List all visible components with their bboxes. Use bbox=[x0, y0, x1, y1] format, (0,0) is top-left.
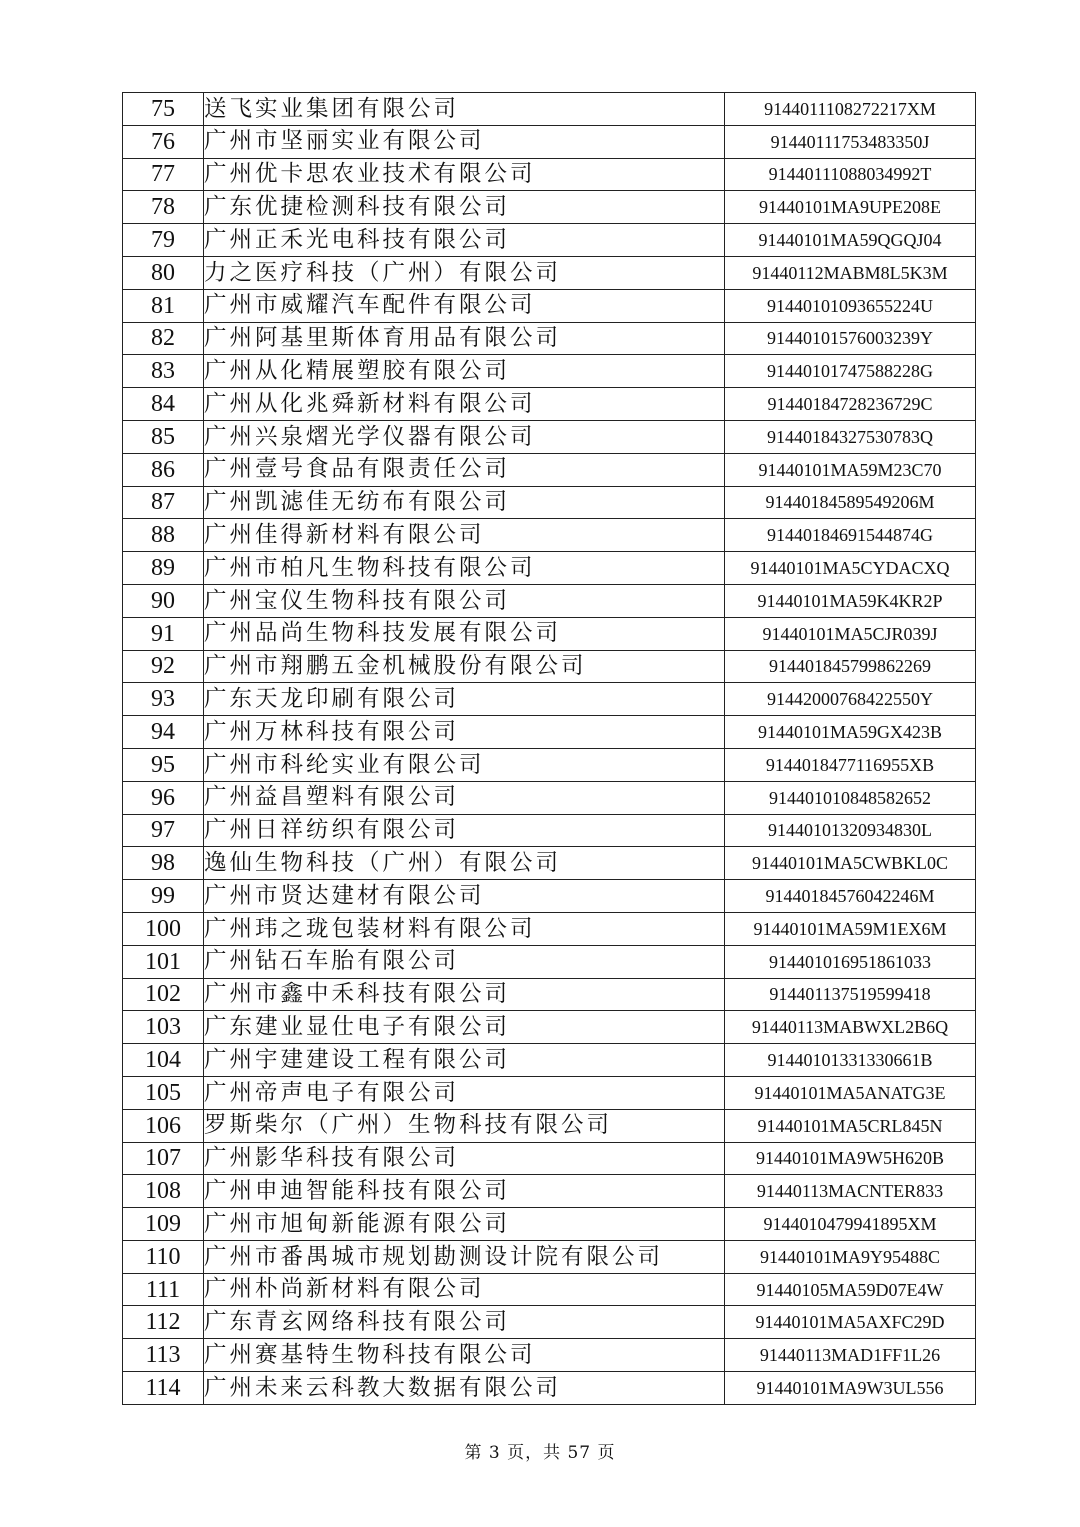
company-name-cell: 广东建业显仕电子有限公司 bbox=[204, 1011, 725, 1044]
table-row bbox=[123, 552, 976, 585]
table-row bbox=[123, 1076, 976, 1109]
company-name-cell: 广州佳得新材料有限公司 bbox=[204, 519, 725, 552]
row-number-cell: 91 bbox=[123, 617, 204, 650]
row-number-cell: 88 bbox=[123, 519, 204, 552]
credit-code-cell: 914401016951861033 bbox=[725, 945, 976, 978]
credit-code-cell: 91440111088034992T bbox=[725, 158, 976, 191]
row-number-cell: 106 bbox=[123, 1109, 204, 1142]
table-row bbox=[123, 224, 976, 257]
row-number-cell: 98 bbox=[123, 847, 204, 880]
row-number-cell: 109 bbox=[123, 1208, 204, 1241]
company-name-cell: 广东优捷检测科技有限公司 bbox=[204, 191, 725, 224]
table-row bbox=[123, 1339, 976, 1372]
credit-code-cell: 91440184728236729C bbox=[725, 388, 976, 421]
credit-code-cell: 91440101MA5CJR039J bbox=[725, 617, 976, 650]
credit-code-cell: 91440101MA59QGQJ04 bbox=[725, 224, 976, 257]
company-name-cell: 广州正禾光电科技有限公司 bbox=[204, 224, 725, 257]
company-name-cell: 广州市柏凡生物科技有限公司 bbox=[204, 552, 725, 585]
credit-code-cell: 91440101MA5ANATG3E bbox=[725, 1076, 976, 1109]
row-number-cell: 89 bbox=[123, 552, 204, 585]
table-row bbox=[123, 388, 976, 421]
row-number-cell: 112 bbox=[123, 1306, 204, 1339]
company-name-cell: 广州市坚丽实业有限公司 bbox=[204, 125, 725, 158]
company-name-cell: 广州市威耀汽车配件有限公司 bbox=[204, 289, 725, 322]
company-name-cell: 广州日祥纺织有限公司 bbox=[204, 814, 725, 847]
table-row bbox=[123, 912, 976, 945]
row-number-cell: 84 bbox=[123, 388, 204, 421]
company-name-cell: 广州赛基特生物科技有限公司 bbox=[204, 1339, 725, 1372]
company-name-cell: 广州益昌塑料有限公司 bbox=[204, 781, 725, 814]
row-number-cell: 96 bbox=[123, 781, 204, 814]
company-name-cell: 广州玮之珑包装材料有限公司 bbox=[204, 912, 725, 945]
table-row bbox=[123, 617, 976, 650]
credit-code-cell: 91440101093655224U bbox=[725, 289, 976, 322]
company-list-table bbox=[122, 92, 976, 1405]
company-name-cell: 广州申迪智能科技有限公司 bbox=[204, 1175, 725, 1208]
credit-code-cell: 91440101MA59M23C70 bbox=[725, 453, 976, 486]
table-row bbox=[123, 1306, 976, 1339]
table-row bbox=[123, 1175, 976, 1208]
credit-code-cell: 91440101MA9UPE208E bbox=[725, 191, 976, 224]
row-number-cell: 107 bbox=[123, 1142, 204, 1175]
row-number-cell: 83 bbox=[123, 355, 204, 388]
credit-code-cell: 91440101MA9Y95488C bbox=[725, 1240, 976, 1273]
company-name-cell: 广州兴泉熠光学仪器有限公司 bbox=[204, 420, 725, 453]
company-name-cell: 广州宇建建设工程有限公司 bbox=[204, 1044, 725, 1077]
table-row bbox=[123, 125, 976, 158]
row-number-cell: 102 bbox=[123, 978, 204, 1011]
table-row bbox=[123, 650, 976, 683]
credit-code-cell: 91440101MA59GX423B bbox=[725, 716, 976, 749]
table-row bbox=[123, 355, 976, 388]
credit-code-cell: 91440101MA9W3UL556 bbox=[725, 1372, 976, 1405]
row-number-cell: 82 bbox=[123, 322, 204, 355]
table-row bbox=[123, 880, 976, 913]
credit-code-cell: 91440101MA9W5H620B bbox=[725, 1142, 976, 1175]
company-name-cell: 广东青玄网络科技有限公司 bbox=[204, 1306, 725, 1339]
credit-code-cell: 914401845799862269 bbox=[725, 650, 976, 683]
page-footer: 第 3 页，共 57 页 bbox=[464, 1443, 616, 1463]
company-name-cell: 广州帝声电子有限公司 bbox=[204, 1076, 725, 1109]
company-name-cell: 广州市鑫中禾科技有限公司 bbox=[204, 978, 725, 1011]
row-number-cell: 85 bbox=[123, 420, 204, 453]
row-number-cell: 78 bbox=[123, 191, 204, 224]
row-number-cell: 108 bbox=[123, 1175, 204, 1208]
table-row bbox=[123, 289, 976, 322]
table-row bbox=[123, 158, 976, 191]
row-number-cell: 76 bbox=[123, 125, 204, 158]
row-number-cell: 93 bbox=[123, 683, 204, 716]
company-name-cell: 广州阿基里斯体育用品有限公司 bbox=[204, 322, 725, 355]
row-number-cell: 94 bbox=[123, 716, 204, 749]
company-name-cell: 广东天龙印刷有限公司 bbox=[204, 683, 725, 716]
company-name-cell: 广州从化兆舜新材料有限公司 bbox=[204, 388, 725, 421]
row-number-cell: 105 bbox=[123, 1076, 204, 1109]
company-name-cell: 广州优卡思农业技术有限公司 bbox=[204, 158, 725, 191]
credit-code-cell: 91440101MA5AXFC29D bbox=[725, 1306, 976, 1339]
credit-code-cell: 91440101MA59K4KR2P bbox=[725, 584, 976, 617]
table-row bbox=[123, 420, 976, 453]
row-number-cell: 87 bbox=[123, 486, 204, 519]
credit-code-cell: 91440105MA59D07E4W bbox=[725, 1273, 976, 1306]
table-row bbox=[123, 1208, 976, 1241]
credit-code-cell: 91440101MA5CWBKL0C bbox=[725, 847, 976, 880]
row-number-cell: 86 bbox=[123, 453, 204, 486]
table-row bbox=[123, 1273, 976, 1306]
credit-code-cell: 9144018477116955XB bbox=[725, 748, 976, 781]
company-list-body bbox=[123, 93, 976, 1405]
credit-code-cell: 91440184576042246M bbox=[725, 880, 976, 913]
row-number-cell: 111 bbox=[123, 1273, 204, 1306]
table-row bbox=[123, 453, 976, 486]
credit-code-cell: 91440112MABM8L5K3M bbox=[725, 256, 976, 289]
table-row bbox=[123, 748, 976, 781]
table-row bbox=[123, 93, 976, 126]
table-row bbox=[123, 1109, 976, 1142]
row-number-cell: 113 bbox=[123, 1339, 204, 1372]
row-number-cell: 79 bbox=[123, 224, 204, 257]
row-number-cell: 97 bbox=[123, 814, 204, 847]
credit-code-cell: 91440101MA5CYDACXQ bbox=[725, 552, 976, 585]
credit-code-cell: 91440184589549206M bbox=[725, 486, 976, 519]
credit-code-cell: 91440101331330661B bbox=[725, 1044, 976, 1077]
credit-code-cell: 91440113MABWXL2B6Q bbox=[725, 1011, 976, 1044]
credit-code-cell: 91440113MACNTER833 bbox=[725, 1175, 976, 1208]
company-name-cell: 广州壹号食品有限责任公司 bbox=[204, 453, 725, 486]
table-row bbox=[123, 322, 976, 355]
row-number-cell: 114 bbox=[123, 1372, 204, 1405]
row-number-cell: 80 bbox=[123, 256, 204, 289]
row-number-cell: 101 bbox=[123, 945, 204, 978]
row-number-cell: 104 bbox=[123, 1044, 204, 1077]
credit-code-cell: 91440101MA59M1EX6M bbox=[725, 912, 976, 945]
credit-code-cell: 91440111753483350J bbox=[725, 125, 976, 158]
row-number-cell: 92 bbox=[123, 650, 204, 683]
table-row bbox=[123, 814, 976, 847]
credit-code-cell: 91440101747588228G bbox=[725, 355, 976, 388]
company-name-cell: 广州影华科技有限公司 bbox=[204, 1142, 725, 1175]
row-number-cell: 90 bbox=[123, 584, 204, 617]
table-row bbox=[123, 486, 976, 519]
company-name-cell: 广州市科纶实业有限公司 bbox=[204, 748, 725, 781]
credit-code-cell: 91440113MAD1FF1L26 bbox=[725, 1339, 976, 1372]
row-number-cell: 77 bbox=[123, 158, 204, 191]
company-name-cell: 广州未来云科教大数据有限公司 bbox=[204, 1372, 725, 1405]
table-row bbox=[123, 945, 976, 978]
row-number-cell: 110 bbox=[123, 1240, 204, 1273]
table-row bbox=[123, 781, 976, 814]
company-name-cell: 广州万林科技有限公司 bbox=[204, 716, 725, 749]
company-name-cell: 罗斯柴尔（广州）生物科技有限公司 bbox=[204, 1109, 725, 1142]
table-row bbox=[123, 191, 976, 224]
company-name-cell: 送飞实业集团有限公司 bbox=[204, 93, 725, 126]
table-row bbox=[123, 519, 976, 552]
company-name-cell: 广州品尚生物科技发展有限公司 bbox=[204, 617, 725, 650]
credit-code-cell: 914401137519599418 bbox=[725, 978, 976, 1011]
row-number-cell: 95 bbox=[123, 748, 204, 781]
company-name-cell: 广州市番禺城市规划勘测设计院有限公司 bbox=[204, 1240, 725, 1273]
company-name-cell: 广州凯滤佳无纺布有限公司 bbox=[204, 486, 725, 519]
credit-code-cell: 9144010479941895XM bbox=[725, 1208, 976, 1241]
table-row bbox=[123, 683, 976, 716]
table-row bbox=[123, 978, 976, 1011]
row-number-cell: 81 bbox=[123, 289, 204, 322]
company-name-cell: 广州钻石车胎有限公司 bbox=[204, 945, 725, 978]
table-row bbox=[123, 584, 976, 617]
credit-code-cell: 91440184327530783Q bbox=[725, 420, 976, 453]
credit-code-cell: 91440101576003239Y bbox=[725, 322, 976, 355]
company-name-cell: 广州市翔鹏五金机械股份有限公司 bbox=[204, 650, 725, 683]
credit-code-cell: 91440184691544874G bbox=[725, 519, 976, 552]
credit-code-cell: 91440101MA5CRL845N bbox=[725, 1109, 976, 1142]
company-name-cell: 广州朴尚新材料有限公司 bbox=[204, 1273, 725, 1306]
credit-code-cell: 914401010848582652 bbox=[725, 781, 976, 814]
table-row bbox=[123, 256, 976, 289]
company-name-cell: 力之医疗科技（广州）有限公司 bbox=[204, 256, 725, 289]
company-name-cell: 广州市贤达建材有限公司 bbox=[204, 880, 725, 913]
credit-code-cell: 9144011108272217XM bbox=[725, 93, 976, 126]
row-number-cell: 75 bbox=[123, 93, 204, 126]
table-row bbox=[123, 1142, 976, 1175]
table-row bbox=[123, 847, 976, 880]
table-row bbox=[123, 1240, 976, 1273]
table-row bbox=[123, 1044, 976, 1077]
credit-code-cell: 91440101320934830L bbox=[725, 814, 976, 847]
table-row bbox=[123, 1011, 976, 1044]
company-name-cell: 广州市旭甸新能源有限公司 bbox=[204, 1208, 725, 1241]
row-number-cell: 100 bbox=[123, 912, 204, 945]
row-number-cell: 103 bbox=[123, 1011, 204, 1044]
row-number-cell: 99 bbox=[123, 880, 204, 913]
credit-code-cell: 91442000768422550Y bbox=[725, 683, 976, 716]
table-row bbox=[123, 716, 976, 749]
company-name-cell: 广州宝仪生物科技有限公司 bbox=[204, 584, 725, 617]
company-name-cell: 逸仙生物科技（广州）有限公司 bbox=[204, 847, 725, 880]
table-row bbox=[123, 1372, 976, 1405]
company-name-cell: 广州从化精展塑胶有限公司 bbox=[204, 355, 725, 388]
